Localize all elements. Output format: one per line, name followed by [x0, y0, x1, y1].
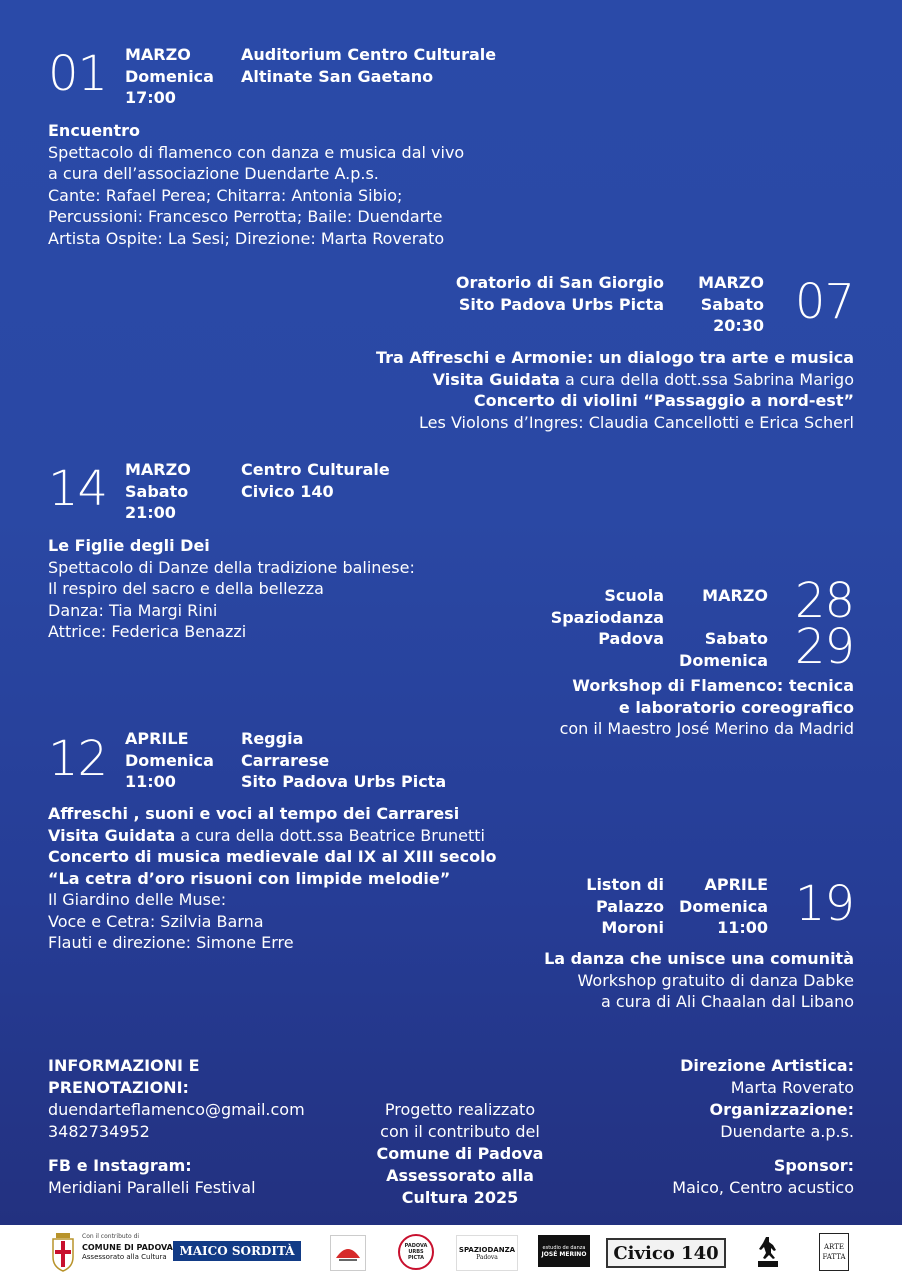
info-block [48, 1055, 305, 1199]
event-4-month: MARZO [702, 586, 768, 605]
event-6-description [544, 948, 854, 1013]
event-6-place [586, 874, 664, 939]
event-5-place-line: Carrarese [241, 750, 330, 770]
event-2-visit-text: a cura della dott.ssa Sabrina Marigo [559, 369, 854, 389]
flamenco-logo [330, 1235, 366, 1271]
urbs-picta-text: PADOVA [404, 1243, 428, 1249]
event-2-line: Concerto di violini “Passaggio a nord-est” [473, 391, 854, 410]
event-1-datetime [125, 44, 214, 109]
event-4-day-1: 28 [794, 573, 854, 629]
event-1-weekday: Domenica [125, 66, 214, 86]
event-4-place-line: Spaziodanza [550, 607, 664, 627]
project-line: Assessorato alla [386, 1166, 534, 1185]
event-6-datetime [679, 874, 768, 939]
event-1-description [48, 120, 464, 249]
event-3-place [241, 459, 390, 502]
info-email[interactable]: duendarteflamenco@gmail.com [48, 1100, 305, 1119]
event-5-line: “La cetra d’oro risuoni con limpide melodie” [48, 868, 451, 888]
event-3-month: MARZO [125, 460, 191, 479]
event-2-datetime [698, 272, 764, 337]
event-3-day: 14 [48, 461, 108, 517]
event-1-title: Encuentro [48, 121, 140, 140]
equestrian-logo [755, 1233, 781, 1269]
event-2-line: Les Violons d’Ingres: Claudia Cancellotti e Erica Scherl [419, 412, 854, 432]
project-line: Comune di Padova [376, 1144, 544, 1163]
event-3-title: Le Figlie degli Dei [48, 536, 210, 555]
event-5-visit-text: a cura della dott.ssa Beatrice Brunetti [175, 825, 485, 845]
event-5-line: Il Giardino delle Muse: [48, 890, 227, 909]
credits-block [672, 1055, 854, 1199]
event-3-description [48, 535, 415, 643]
credits-organization-label: Organizzazione: [709, 1100, 854, 1119]
event-4-day-2: 29 [794, 619, 854, 675]
event-6-line: a cura di Ali Chaalan dal Libano [600, 992, 854, 1011]
event-4-line: con il Maestro José Merino da Madrid [559, 719, 854, 738]
event-3-line: Danza: Tia Margi Rini [48, 600, 218, 620]
event-1-line: Spettacolo di flamenco con danza e musica dal vivo [48, 142, 465, 162]
info-heading: INFORMAZIONI E [48, 1056, 200, 1075]
event-1-line: Percussioni: Francesco Perrotta; Baile: Duendarte [48, 207, 443, 226]
event-5-description [48, 803, 497, 954]
arte-fatta-text: ARTE [824, 1243, 844, 1251]
event-2-place-line: Sito Padova Urbs Picta [458, 294, 664, 314]
event-6-month: APRILE [704, 875, 768, 894]
jose-merino-logo [538, 1235, 590, 1267]
credits-sponsor-name: Maico, Centro acustico [672, 1178, 854, 1197]
event-5-line [48, 825, 497, 847]
event-3-line: Spettacolo di Danze della tradizione balinese: [48, 557, 415, 577]
event-4-place-line: Scuola [604, 586, 664, 605]
event-3-weekday: Sabato [125, 481, 189, 501]
event-5-place [241, 728, 446, 793]
event-2-title: Tra Affreschi e Armonie: un dialogo tra arte e musica [375, 348, 854, 367]
event-1-place-line: Auditorium Centro Culturale [241, 45, 497, 64]
event-5-place-line: Reggia [241, 729, 304, 748]
event-1-line: a cura dell’associazione Duendarte A.p.s. [48, 164, 379, 183]
project-line: con il contributo del [380, 1122, 540, 1141]
event-1-day: 01 [48, 46, 108, 102]
event-5-datetime [125, 728, 214, 793]
equestrian-statue-icon [755, 1233, 781, 1269]
maico-logo [173, 1241, 301, 1261]
event-5-visit-label: Visita Guidata [48, 825, 176, 845]
project-credits [340, 1099, 580, 1209]
event-6-weekday: Domenica [679, 896, 768, 916]
event-2-description [376, 347, 854, 433]
event-1-month: MARZO [125, 45, 191, 64]
logo-strip [0, 1225, 902, 1280]
event-2-place [456, 272, 664, 315]
event-5-time: 11:00 [125, 772, 176, 791]
event-3-line: Attrice: Federica Benazzi [48, 622, 247, 641]
event-5-line: Voce e Cetra: Szilvia Barna [48, 911, 264, 931]
event-1-place [241, 44, 496, 87]
info-phone[interactable]: 3482734952 [48, 1122, 150, 1141]
event-6-place-line: Liston di [586, 875, 664, 894]
event-1-line: Cante: Rafael Perea; Chitarra: Antonia Sibio; [48, 185, 403, 205]
event-4-place-line: Padova [598, 629, 664, 648]
maico-logo-text: MAICO SORDITÀ [179, 1244, 295, 1258]
event-4-weekdays [679, 628, 768, 671]
info-heading: PRENOTAZIONI: [48, 1078, 189, 1097]
event-5-day: 12 [48, 731, 108, 787]
event-3-line: Il respiro del sacro e della bellezza [48, 579, 324, 598]
comune-crest-icon [50, 1233, 76, 1273]
event-2-weekday: Sabato [700, 294, 764, 314]
event-5-weekday: Domenica [125, 750, 214, 770]
event-1-line: Artista Ospite: La Sesi; Direzione: Marta Roverato [48, 228, 445, 248]
event-4-description [560, 675, 854, 740]
credits-sponsor-label: Sponsor: [773, 1156, 854, 1175]
event-2-month: MARZO [698, 273, 764, 292]
event-3-place-line: Centro Culturale [241, 460, 390, 479]
spaziodanza-sub: Padova [476, 1253, 498, 1261]
event-5-month: APRILE [125, 729, 189, 748]
event-1-place-line: Altinate San Gaetano [241, 66, 434, 86]
event-5-line: Concerto di musica medievale dal IX al XIII secolo [48, 847, 497, 866]
comune-logo-sub: Assessorato alla Cultura [82, 1253, 167, 1261]
info-social-name: Meridiani Paralleli Festival [48, 1178, 256, 1197]
event-4-title: e laboratorio coreografico [618, 697, 854, 717]
event-2-line [376, 369, 854, 391]
event-3-place-line: Civico 140 [241, 481, 334, 501]
urbs-picta-logo [398, 1234, 434, 1270]
comune-logo-name: COMUNE DI PADOVA [82, 1243, 173, 1252]
urbs-picta-text: PICTA [407, 1255, 425, 1261]
event-6-place-line: Moroni [601, 918, 664, 937]
event-6-time: 11:00 [717, 918, 768, 937]
credits-direction-name: Marta Roverato [730, 1078, 854, 1097]
event-6-place-line: Palazzo [596, 896, 664, 916]
flamenco-fan-icon [333, 1238, 363, 1268]
civico-140-text: Civico 140 [613, 1242, 719, 1264]
event-4-weekday: Sabato [704, 629, 768, 648]
project-line: Progetto realizzato [384, 1100, 536, 1119]
event-4-title: Workshop di Flamenco: tecnica [572, 676, 854, 695]
event-6-day: 19 [794, 876, 854, 932]
urbs-picta-text: URBS [408, 1249, 424, 1255]
civico-140-logo [606, 1238, 726, 1268]
credits-direction-label: Direzione Artistica: [680, 1056, 854, 1075]
event-2-visit-label: Visita Guidata [432, 369, 560, 389]
jose-merino-caption: estudio de danza [542, 1244, 586, 1251]
event-4-weekday: Domenica [679, 650, 768, 670]
comune-logo [50, 1231, 173, 1275]
event-5-title: Affreschi , suoni e voci al tempo dei Carraresi [48, 804, 460, 823]
event-6-title: La danza che unisce una comunità [544, 949, 854, 968]
project-line: Cultura 2025 [401, 1188, 519, 1207]
credits-organization-name: Duendarte a.p.s. [720, 1122, 854, 1141]
info-social-heading: FB e Instagram: [48, 1156, 192, 1175]
event-3-time: 21:00 [125, 503, 176, 522]
arte-fatta-text: FATTA [822, 1253, 846, 1261]
event-3-datetime [125, 459, 191, 524]
spaziodanza-logo [456, 1235, 518, 1271]
event-4-place [551, 585, 664, 650]
spaziodanza-text: SPAZIODANZA [458, 1245, 516, 1254]
comune-logo-caption: Con il contributo di [82, 1233, 140, 1240]
event-5-place-line: Sito Padova Urbs Picta [241, 772, 447, 791]
event-6-line: Workshop gratuito di danza Dabke [577, 970, 854, 990]
arte-fatta-logo [819, 1233, 849, 1271]
event-2-time: 20:30 [713, 316, 764, 335]
event-2-place-line: Oratorio di San Giorgio [455, 273, 664, 292]
event-1-time: 17:00 [125, 88, 176, 107]
event-5-line: Flauti e direzione: Simone Erre [48, 933, 294, 952]
event-2-day: 07 [794, 274, 854, 330]
jose-merino-text: JOSÉ MERINO [541, 1250, 587, 1258]
